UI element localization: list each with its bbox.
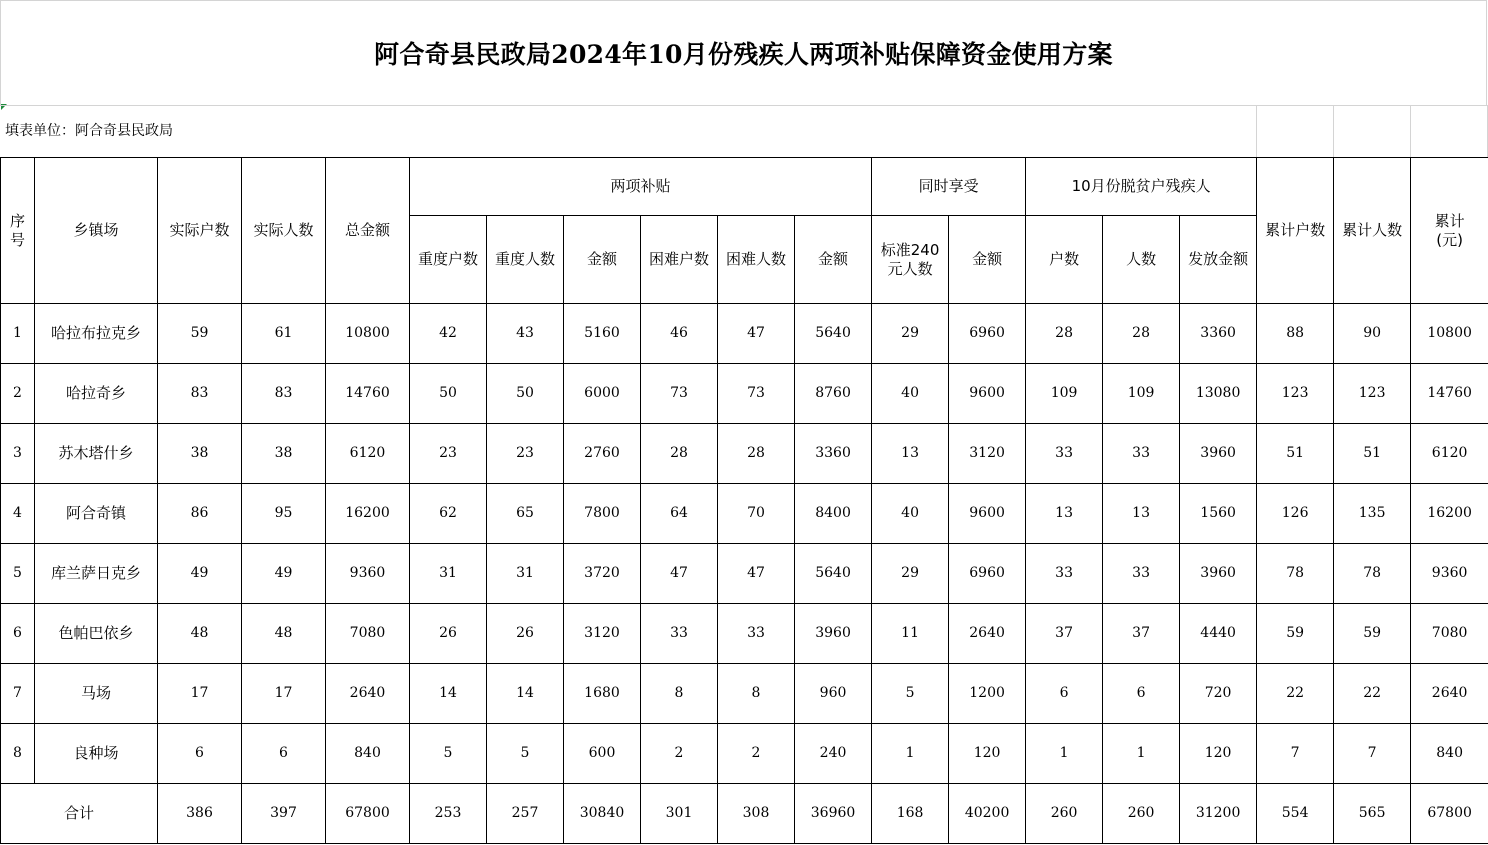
cell-value[interactable]: 78 [1334, 544, 1411, 604]
cell-total-value[interactable]: 36960 [795, 784, 872, 844]
cell-value[interactable]: 73 [641, 364, 718, 424]
cell-value[interactable]: 5 [872, 664, 949, 724]
header-cum-persons[interactable]: 累计人数 [1334, 158, 1411, 304]
cell-value[interactable]: 33 [1026, 424, 1103, 484]
cell-value[interactable]: 1 [1103, 724, 1180, 784]
cell-value[interactable]: 29 [872, 544, 949, 604]
cell-value[interactable]: 2760 [564, 424, 641, 484]
cell-value[interactable]: 240 [795, 724, 872, 784]
cell-value[interactable]: 48 [158, 604, 242, 664]
header-amount-3[interactable]: 金额 [949, 216, 1026, 304]
cell-value[interactable]: 42 [410, 304, 487, 364]
cell-seq[interactable]: 1 [1, 304, 35, 364]
cell-value[interactable]: 13 [1103, 484, 1180, 544]
cell-value[interactable]: 33 [1103, 544, 1180, 604]
title-cell[interactable] [0, 0, 1487, 105]
header-amount-2[interactable]: 金额 [795, 216, 872, 304]
header-hard-persons[interactable]: 困难人数 [718, 216, 795, 304]
subsidy-table [0, 157, 1488, 844]
unit-row [0, 105, 1488, 157]
cell-value[interactable]: 17 [158, 664, 242, 724]
cell-town[interactable]: 阿合奇镇 [35, 484, 158, 544]
cell-value[interactable]: 23 [487, 424, 564, 484]
cell-value[interactable]: 840 [326, 724, 410, 784]
cell-value[interactable]: 95 [242, 484, 326, 544]
cell-value[interactable]: 59 [1334, 604, 1411, 664]
cell-value[interactable]: 13 [1026, 484, 1103, 544]
page-title: 阿合奇县民政局2024年10月份残疾人两项补贴保障资金使用方案 [374, 40, 1113, 69]
cell-value[interactable]: 59 [158, 304, 242, 364]
cell-value[interactable]: 3120 [564, 604, 641, 664]
cell-total-value[interactable]: 40200 [949, 784, 1026, 844]
cell-value[interactable]: 29 [872, 304, 949, 364]
cell-value[interactable]: 9360 [1411, 544, 1488, 604]
cell-value[interactable]: 70 [718, 484, 795, 544]
cell-value[interactable]: 10800 [1411, 304, 1488, 364]
cell-value[interactable]: 51 [1334, 424, 1411, 484]
cell-value[interactable]: 14760 [1411, 364, 1488, 424]
cell-value[interactable]: 8 [718, 664, 795, 724]
cell-value[interactable]: 33 [718, 604, 795, 664]
header-total[interactable]: 总金额 [326, 158, 410, 304]
header-pov-amount[interactable]: 发放金额 [1180, 216, 1257, 304]
header-households[interactable]: 实际户数 [158, 158, 242, 304]
cell-value[interactable]: 49 [158, 544, 242, 604]
header-both[interactable]: 同时享受 [872, 158, 1026, 216]
cell-value[interactable]: 37 [1103, 604, 1180, 664]
cell-value[interactable]: 11 [872, 604, 949, 664]
cell-value[interactable]: 7080 [1411, 604, 1488, 664]
cell-value[interactable]: 47 [718, 544, 795, 604]
table-row [1, 424, 1488, 484]
cell-value[interactable]: 22 [1334, 664, 1411, 724]
cell-value[interactable]: 90 [1334, 304, 1411, 364]
cell-value[interactable]: 6 [158, 724, 242, 784]
cell-value[interactable]: 33 [1103, 424, 1180, 484]
header-two-subsidy[interactable]: 两项补贴 [410, 158, 872, 216]
cell-value[interactable]: 123 [1334, 364, 1411, 424]
cell-seq[interactable]: 2 [1, 364, 35, 424]
cell-value[interactable]: 48 [242, 604, 326, 664]
cell-town[interactable]: 苏木塔什乡 [35, 424, 158, 484]
cell-total-value[interactable]: 397 [242, 784, 326, 844]
gridline [0, 105, 1488, 106]
cell-value[interactable]: 50 [410, 364, 487, 424]
table-row [1, 484, 1488, 544]
header-cum-households[interactable]: 累计户数 [1257, 158, 1334, 304]
cell-value[interactable]: 3360 [795, 424, 872, 484]
cell-total-value[interactable]: 386 [158, 784, 242, 844]
cell-value[interactable]: 8400 [795, 484, 872, 544]
header-hard-households[interactable]: 困难户数 [641, 216, 718, 304]
cell-value[interactable]: 6960 [949, 544, 1026, 604]
cell-value[interactable]: 4440 [1180, 604, 1257, 664]
cell-seq[interactable]: 5 [1, 544, 35, 604]
cell-value[interactable]: 2640 [1411, 664, 1488, 724]
cell-value[interactable]: 2640 [949, 604, 1026, 664]
cell-total-value[interactable]: 257 [487, 784, 564, 844]
cell-town[interactable]: 马场 [35, 664, 158, 724]
cell-value[interactable]: 17 [242, 664, 326, 724]
cell-seq[interactable]: 4 [1, 484, 35, 544]
cell-value[interactable]: 3720 [564, 544, 641, 604]
cell-value[interactable]: 59 [1257, 604, 1334, 664]
cell-value[interactable]: 33 [641, 604, 718, 664]
cell-value[interactable]: 6000 [564, 364, 641, 424]
cell-value[interactable]: 38 [158, 424, 242, 484]
cell-value[interactable]: 31 [410, 544, 487, 604]
cell-value[interactable]: 1560 [1180, 484, 1257, 544]
cell-value[interactable]: 49 [242, 544, 326, 604]
cell-value[interactable]: 1680 [564, 664, 641, 724]
cell-value[interactable]: 26 [487, 604, 564, 664]
cell-value[interactable]: 83 [242, 364, 326, 424]
cell-value[interactable]: 5 [487, 724, 564, 784]
cell-value[interactable]: 5640 [795, 544, 872, 604]
table-row [1, 304, 1488, 364]
cell-value[interactable]: 37 [1026, 604, 1103, 664]
cell-total-value[interactable]: 31200 [1180, 784, 1257, 844]
cell-total-value[interactable]: 565 [1334, 784, 1411, 844]
cell-total-value[interactable]: 168 [872, 784, 949, 844]
cell-value[interactable]: 23 [410, 424, 487, 484]
cell-value[interactable]: 14760 [326, 364, 410, 424]
header-std240[interactable]: 标准240元人数 [872, 216, 949, 304]
cell-total-value[interactable]: 301 [641, 784, 718, 844]
table-body [1, 304, 1488, 784]
header-persons[interactable]: 实际人数 [242, 158, 326, 304]
cell-value[interactable]: 109 [1026, 364, 1103, 424]
cell-value[interactable]: 16200 [1411, 484, 1488, 544]
cell-value[interactable]: 2 [641, 724, 718, 784]
cell-value[interactable]: 10800 [326, 304, 410, 364]
cell-value[interactable]: 26 [410, 604, 487, 664]
table-row [1, 724, 1488, 784]
cell-value[interactable]: 720 [1180, 664, 1257, 724]
cell-value[interactable]: 51 [1257, 424, 1334, 484]
cell-value[interactable]: 86 [158, 484, 242, 544]
cell-seq[interactable]: 8 [1, 724, 35, 784]
cell-value[interactable]: 6 [1026, 664, 1103, 724]
cell-value[interactable]: 6 [242, 724, 326, 784]
cell-value[interactable]: 13 [872, 424, 949, 484]
cell-town[interactable]: 库兰萨日克乡 [35, 544, 158, 604]
cell-value[interactable]: 2 [718, 724, 795, 784]
cell-value[interactable]: 6960 [949, 304, 1026, 364]
cell-total-value[interactable]: 260 [1103, 784, 1180, 844]
cell-total-value[interactable]: 308 [718, 784, 795, 844]
total-row [1, 784, 1488, 844]
cell-value[interactable]: 43 [487, 304, 564, 364]
cell-total-value[interactable]: 260 [1026, 784, 1103, 844]
cell-value[interactable]: 5 [410, 724, 487, 784]
cell-value[interactable]: 28 [641, 424, 718, 484]
cell-seq[interactable]: 6 [1, 604, 35, 664]
table-row [1, 364, 1488, 424]
header-severe-households[interactable]: 重度户数 [410, 216, 487, 304]
cell-value[interactable]: 6 [1103, 664, 1180, 724]
cell-value[interactable]: 5160 [564, 304, 641, 364]
cell-value[interactable]: 28 [718, 424, 795, 484]
cell-value[interactable]: 840 [1411, 724, 1488, 784]
cell-value[interactable]: 6120 [1411, 424, 1488, 484]
cell-value[interactable]: 73 [718, 364, 795, 424]
cell-value[interactable]: 109 [1103, 364, 1180, 424]
cell-value[interactable]: 47 [641, 544, 718, 604]
cell-value[interactable]: 78 [1257, 544, 1334, 604]
header-town[interactable]: 乡镇场 [35, 158, 158, 304]
cell-total-value[interactable]: 30840 [564, 784, 641, 844]
cell-seq[interactable]: 7 [1, 664, 35, 724]
table-row [1, 604, 1488, 664]
cell-town[interactable]: 良种场 [35, 724, 158, 784]
cell-value[interactable]: 1 [872, 724, 949, 784]
cell-total-label[interactable]: 合计 [1, 784, 158, 844]
header-pov-households[interactable]: 户数 [1026, 216, 1103, 304]
gridline [1256, 105, 1257, 157]
cell-town[interactable]: 哈拉奇乡 [35, 364, 158, 424]
cell-value[interactable]: 65 [487, 484, 564, 544]
cell-seq[interactable]: 3 [1, 424, 35, 484]
cell-value[interactable]: 3360 [1180, 304, 1257, 364]
cell-value[interactable]: 8 [641, 664, 718, 724]
cell-value[interactable]: 13080 [1180, 364, 1257, 424]
cell-total-value[interactable]: 67800 [326, 784, 410, 844]
header-seq[interactable]: 序号 [1, 158, 35, 304]
cell-value[interactable]: 9600 [949, 364, 1026, 424]
cell-value[interactable]: 62 [410, 484, 487, 544]
cell-value[interactable]: 83 [158, 364, 242, 424]
cell-value[interactable]: 3960 [795, 604, 872, 664]
header-row-1 [1, 158, 1488, 216]
cell-town[interactable]: 色帕巴依乡 [35, 604, 158, 664]
table-row [1, 664, 1488, 724]
header-cum-yuan[interactable]: 累计(元) [1411, 158, 1488, 304]
cell-value[interactable]: 7 [1334, 724, 1411, 784]
cell-total-value[interactable]: 554 [1257, 784, 1334, 844]
cell-value[interactable]: 120 [1180, 724, 1257, 784]
cell-value[interactable]: 7080 [326, 604, 410, 664]
unit-label[interactable]: 填表单位：阿合奇县民政局 [5, 123, 173, 139]
cell-value[interactable]: 3960 [1180, 424, 1257, 484]
cell-value[interactable]: 31 [487, 544, 564, 604]
header-pov-persons[interactable]: 人数 [1103, 216, 1180, 304]
cell-value[interactable]: 1 [1026, 724, 1103, 784]
cell-value[interactable]: 46 [641, 304, 718, 364]
cell-value[interactable]: 14 [410, 664, 487, 724]
cell-value[interactable]: 126 [1257, 484, 1334, 544]
cell-value[interactable]: 50 [487, 364, 564, 424]
cell-value[interactable]: 64 [641, 484, 718, 544]
cell-total-value[interactable]: 67800 [1411, 784, 1488, 844]
cell-value[interactable]: 135 [1334, 484, 1411, 544]
gridline [1333, 105, 1334, 157]
table-footer [1, 784, 1488, 844]
cell-value[interactable]: 22 [1257, 664, 1334, 724]
cell-value[interactable]: 28 [1103, 304, 1180, 364]
cell-value[interactable]: 61 [242, 304, 326, 364]
cell-value[interactable]: 88 [1257, 304, 1334, 364]
cell-value[interactable]: 6120 [326, 424, 410, 484]
cell-value[interactable]: 120 [949, 724, 1026, 784]
cell-value[interactable]: 33 [1026, 544, 1103, 604]
cell-value[interactable]: 3960 [1180, 544, 1257, 604]
cell-value[interactable]: 38 [242, 424, 326, 484]
cell-value[interactable]: 28 [1026, 304, 1103, 364]
cell-value[interactable]: 123 [1257, 364, 1334, 424]
cell-value[interactable]: 2640 [326, 664, 410, 724]
gridline [1410, 105, 1411, 157]
header-severe-persons[interactable]: 重度人数 [487, 216, 564, 304]
cell-value[interactable]: 7800 [564, 484, 641, 544]
cell-value[interactable]: 8760 [795, 364, 872, 424]
cell-value[interactable]: 1200 [949, 664, 1026, 724]
cell-value[interactable]: 9600 [949, 484, 1026, 544]
cell-value[interactable]: 600 [564, 724, 641, 784]
cell-value[interactable]: 9360 [326, 544, 410, 604]
cell-value[interactable]: 3120 [949, 424, 1026, 484]
cell-total-value[interactable]: 253 [410, 784, 487, 844]
header-amount-1[interactable]: 金额 [564, 216, 641, 304]
cell-value[interactable]: 16200 [326, 484, 410, 544]
table-row [1, 544, 1488, 604]
cell-value[interactable]: 47 [718, 304, 795, 364]
cell-value[interactable]: 960 [795, 664, 872, 724]
header-poverty[interactable]: 10月份脱贫户残疾人 [1026, 158, 1257, 216]
cell-value[interactable]: 5640 [795, 304, 872, 364]
cell-value[interactable]: 40 [872, 364, 949, 424]
cell-value[interactable]: 14 [487, 664, 564, 724]
cell-value[interactable]: 40 [872, 484, 949, 544]
cell-value[interactable]: 7 [1257, 724, 1334, 784]
cell-town[interactable]: 哈拉布拉克乡 [35, 304, 158, 364]
